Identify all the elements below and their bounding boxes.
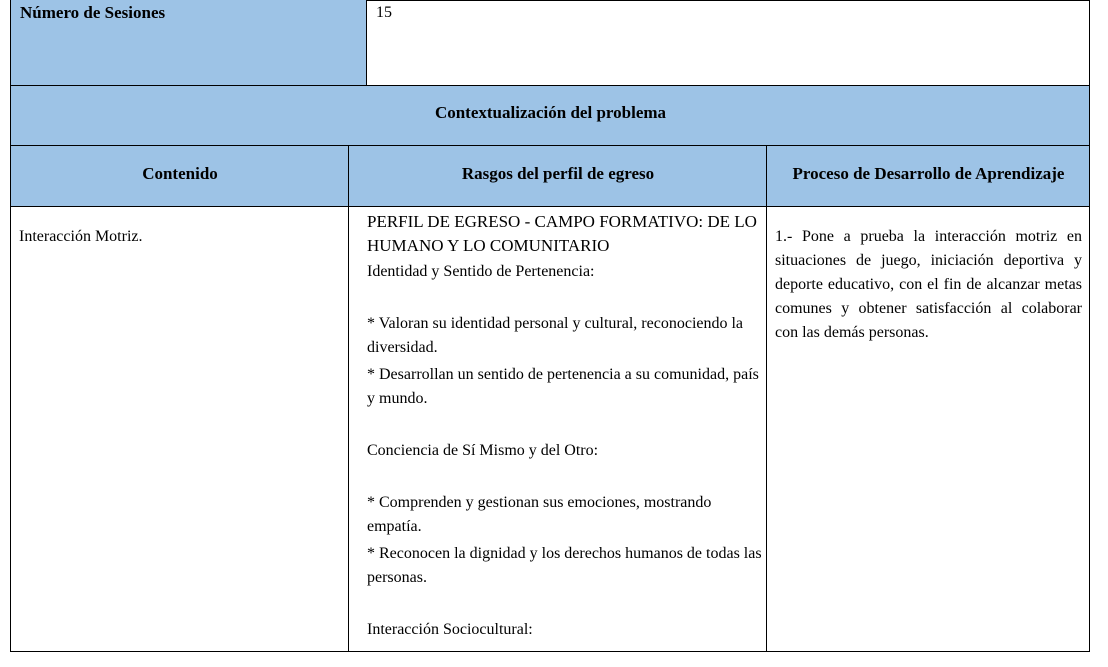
perfil-item4: * Reconocen la dignidad y los derechos humanos de todas las personas.: [367, 545, 762, 586]
body-proceso-cell: [767, 206, 1090, 652]
sesiones-value-cell: [367, 0, 1090, 85]
perfil-title: PERFIL DE EGRESO - CAMPO FORMATIVO: DE LO HUMANO Y LO COMUNITARIO: [367, 212, 757, 255]
border-right: [1089, 0, 1090, 652]
border-bottom: [10, 651, 1090, 652]
header-proceso: Proceso de Desarrollo de Aprendizaje: [792, 164, 1065, 183]
sesiones-label-cell: [11, 0, 367, 85]
sesiones-value: 15: [376, 4, 392, 21]
header-contenido-cell: [11, 145, 349, 206]
body-perfil-cell: [349, 206, 767, 652]
border-row2-bottom: [10, 145, 1090, 146]
header-contenido: Contenido: [142, 164, 218, 183]
perfil-item3: * Comprenden y gestionan sus emociones, mostrando empatía.: [367, 494, 712, 535]
perfil-content: [367, 210, 763, 642]
border-sesiones-divider: [366, 0, 367, 85]
header-proceso-cell: [767, 145, 1090, 206]
section-title-cell: [11, 85, 1090, 145]
perfil-sec1: Identidad y Sentido de Pertenencia:: [367, 263, 595, 280]
body-proceso: 1.- Pone a prueba la interacción motriz en situaciones de juego, iniciación deportiva y deporte educativo, con el fin de alcanzar metas comunes y obtener satisfacción al colaborar con las demás personas.: [775, 228, 1082, 341]
header-rasgos: Rasgos del perfil de egreso: [461, 164, 655, 183]
body-contenido: Interacción Motriz.: [19, 228, 143, 245]
border-row1-bottom: [10, 85, 1090, 86]
perfil-sec2: Conciencia de Sí Mismo y del Otro:: [367, 442, 599, 459]
border-top-right: [367, 0, 1090, 1]
section-title: Contextualización del problema: [434, 103, 667, 122]
perfil-sec3: Interacción Sociocultural:: [367, 621, 533, 638]
border-row3-bottom: [10, 206, 1090, 207]
sesiones-label: Número de Sesiones: [20, 3, 166, 22]
perfil-item1: * Valoran su identidad personal y cultural, reconociendo la diversidad.: [367, 315, 744, 356]
border-col1: [348, 145, 349, 652]
perfil-item2: * Desarrollan un sentido de pertenencia a su comunidad, país y mundo.: [367, 366, 759, 407]
body-contenido-cell: [11, 206, 349, 652]
border-left: [10, 0, 11, 652]
border-col2: [766, 145, 767, 652]
header-rasgos-cell: [349, 145, 767, 206]
